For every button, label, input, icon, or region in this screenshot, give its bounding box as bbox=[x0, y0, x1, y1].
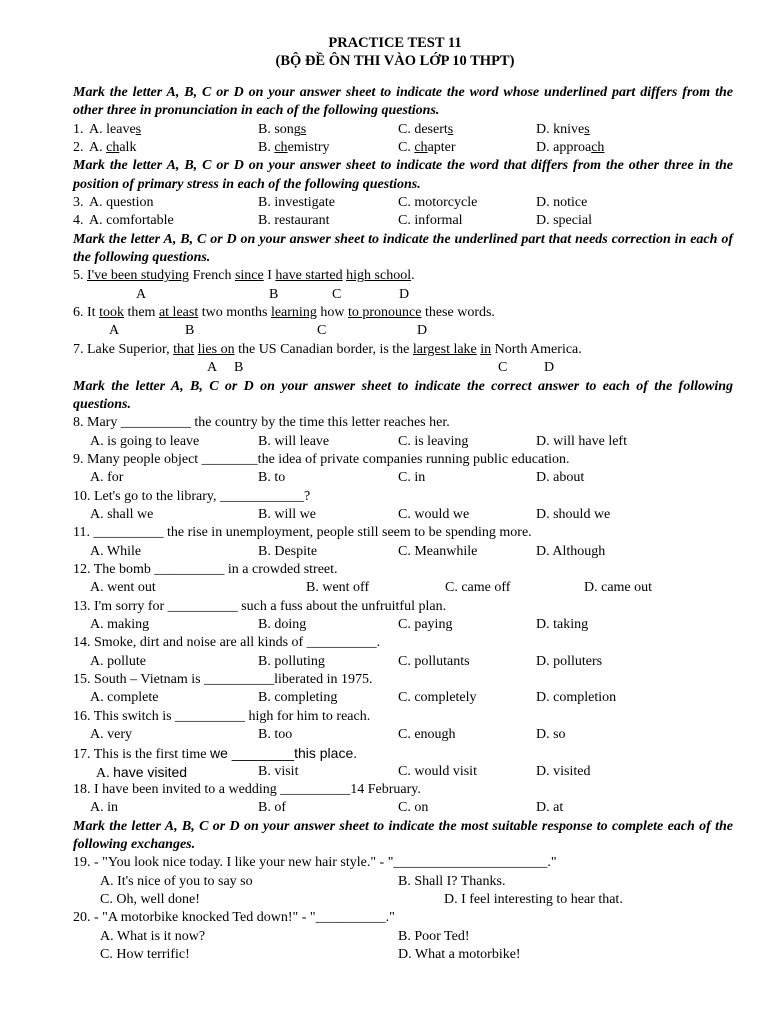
question-14: 14. Smoke, dirt and noise are all kinds of __________. bbox=[73, 635, 381, 651]
question-12-options: A. went out B. went off C. came off D. came out bbox=[90, 580, 653, 596]
question-13: 13. I'm sorry for __________ such a fuss about the unfruitful plan. bbox=[73, 598, 447, 614]
test-page bbox=[73, 34, 733, 965]
question-8-options: A. is going to leave B. will leave C. is leaving D. will have left bbox=[90, 433, 627, 449]
option-2d[interactable]: D. approach bbox=[536, 140, 605, 156]
question-13-options: A. making B. doing C. paying D. taking bbox=[90, 616, 589, 632]
question-14-options: A. pollute B. polluting C. pollutants D. polluters bbox=[90, 653, 603, 669]
question-19-options-cd: C. Oh, well done! D. I feel interesting to hear that. bbox=[100, 892, 623, 908]
question-9: 9. Many people object ________the idea of private companies running public education. bbox=[73, 451, 570, 467]
question-5-letters: A B C D bbox=[136, 286, 410, 302]
section-5-instruction: Mark the letter A, B, C or D on your answer sheet to indicate the most suitable response to complete each of the following exchanges. bbox=[73, 818, 733, 853]
option-1d[interactable]: D. knives bbox=[536, 121, 590, 137]
option-4a[interactable]: A. comfortable bbox=[89, 213, 174, 229]
question-18: 18. I have been invited to a wedding __________14 February. bbox=[73, 782, 421, 798]
question-11: 11. __________ the rise in unemployment, people still seem to be spending more. bbox=[73, 525, 532, 541]
question-4: 4. A. comfortable B. restaurant C. informal D. special bbox=[73, 212, 733, 230]
option-4d[interactable]: D. special bbox=[536, 213, 592, 229]
section-1-instruction: Mark the letter A, B, C or D on your answer sheet to indicate the word whose underlined part differs from the other three in pronunciation in each of the following questions. bbox=[73, 85, 733, 119]
question-19-options-ab: A. It's nice of you to say so B. Shall I? Thanks. bbox=[100, 873, 506, 889]
question-5: 5. I've been studying French since I have started high school. bbox=[73, 268, 415, 284]
option-2b[interactable]: B. chemistry bbox=[258, 140, 330, 156]
question-16-options: A. very B. too C. enough D. so bbox=[90, 727, 566, 743]
option-1b[interactable]: B. songs bbox=[258, 121, 307, 137]
option-3a[interactable]: A. question bbox=[89, 195, 154, 211]
option-2a[interactable]: A. chalk bbox=[89, 140, 137, 156]
question-20: 20. - "A motorbike knocked Ted down!" - "__________." bbox=[73, 910, 395, 926]
option-4b[interactable]: B. restaurant bbox=[258, 213, 330, 229]
option-1a[interactable]: A. leaves bbox=[89, 121, 142, 137]
question-19: 19. - "You look nice today. I like your new hair style." - "______________________." bbox=[73, 855, 557, 871]
option-1c[interactable]: C. deserts bbox=[398, 121, 454, 137]
question-1: 1. A. leaves B. songs C. deserts D. knives bbox=[73, 121, 733, 139]
question-15-options: A. complete B. completing C. completely D. completion bbox=[90, 690, 617, 706]
section-3-instruction: Mark the letter A, B, C or D on your answer sheet to indicate the underlined part that needs correction in each of the following questions. bbox=[73, 231, 733, 266]
question-20-options-cd: C. How terrific! D. What a motorbike! bbox=[100, 947, 521, 963]
question-10: 10. Let's go to the library, ____________? bbox=[73, 488, 311, 504]
question-18-options: A. in B. of C. on D. at bbox=[90, 800, 564, 816]
question-7-letters: A B C D bbox=[207, 360, 555, 376]
section-4-instruction: Mark the letter A, B, C or D on your answer sheet to indicate the correct answer to each of the following questions. bbox=[73, 378, 733, 412]
question-7: 7. Lake Superior, that lies on the US Canadian border, is the largest lake in North America. bbox=[73, 341, 582, 357]
option-2c[interactable]: C. chapter bbox=[398, 140, 456, 156]
question-16: 16. This switch is __________ high for him to reach. bbox=[73, 708, 371, 724]
page-subtitle: (BỘ ĐỀ ÔN THI VÀO LỚP 10 THPT) bbox=[275, 53, 515, 69]
option-4c[interactable]: C. informal bbox=[398, 213, 463, 229]
question-11-options: A. While B. Despite C. Meanwhile D. Although bbox=[90, 543, 606, 559]
question-2: 2. A. chalk B. chemistry C. chapter D. approach bbox=[73, 139, 733, 157]
question-12: 12. The bomb __________ in a crowded street. bbox=[73, 561, 338, 577]
question-6-letters: A B C D bbox=[109, 323, 428, 339]
question-20-options-ab: A. What is it now? B. Poor Ted! bbox=[100, 928, 470, 944]
section-2-instruction: Mark the letter A, B, C or D on your answer sheet to indicate the word that differs from the other three in the position of primary stress in each of the following questions. bbox=[73, 158, 733, 192]
question-17: 17. This is the first time we ________this place. bbox=[73, 745, 358, 763]
question-15: 15. South – Vietnam is __________liberated in 1975. bbox=[73, 672, 373, 687]
question-17-options: A. have visited B. visit C. would visit D. visited bbox=[96, 763, 591, 781]
question-9-options: A. for B. to C. in D. about bbox=[90, 470, 585, 486]
question-10-options: A. shall we B. will we C. would we D. should we bbox=[90, 506, 611, 522]
option-3d[interactable]: D. notice bbox=[536, 195, 588, 211]
option-3b[interactable]: B. investigate bbox=[258, 195, 335, 211]
question-8: 8. Mary __________ the country by the time this letter reaches her. bbox=[73, 415, 450, 431]
question-6: 6. It took them at least two months learning how to pronounce these words. bbox=[73, 305, 495, 321]
option-3c[interactable]: C. motorcycle bbox=[398, 195, 478, 211]
page-title: PRACTICE TEST 11 bbox=[328, 35, 462, 51]
question-3: 3. A. question B. investigate C. motorcycle D. notice bbox=[73, 194, 733, 212]
